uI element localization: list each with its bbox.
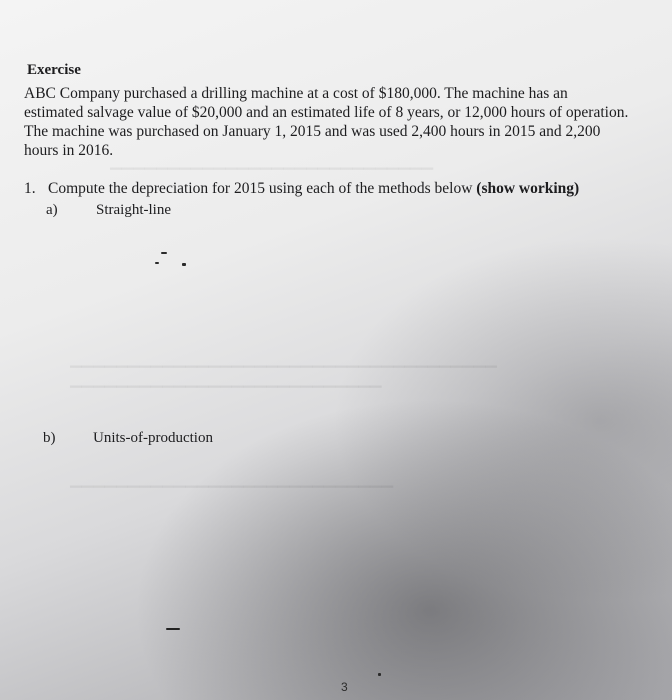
bleed-through-text: ▁▁▁▁▁▁▁▁▁▁▁▁▁▁▁▁▁▁▁▁▁▁▁▁▁▁▁▁ [110, 154, 433, 170]
pen-mark [182, 263, 186, 266]
question-emphasis: (show working) [476, 180, 580, 197]
intro-line: estimated salvage value of $20,000 and an estimated life of 8 years, or 12,000 hours of operation. [24, 104, 629, 121]
intro-line: The machine was purchased on January 1, 2015 and was used 2,400 hours in 2015 and 2,200 [24, 123, 601, 140]
question-1 [24, 180, 579, 198]
pen-mark [166, 628, 180, 630]
sub-question-label: a) [46, 202, 58, 218]
sub-question-text: Units-of-production [93, 430, 213, 446]
sub-question-b [43, 430, 213, 447]
question-number: 1. [24, 180, 36, 197]
pen-mark [155, 262, 159, 264]
sub-question-a [46, 202, 171, 219]
question-text: Compute the depreciation for 2015 using each of the methods below [48, 180, 477, 197]
pen-mark [161, 252, 167, 254]
sub-question-label: b) [43, 430, 56, 446]
bleed-through-text: ▁▁▁▁▁▁▁▁▁▁▁▁▁▁▁▁▁▁▁▁▁▁▁▁▁▁▁▁ [70, 472, 393, 488]
bleed-through-text: ▁▁▁▁▁▁▁▁▁▁▁▁▁▁▁▁▁▁▁▁▁▁▁▁▁▁▁▁▁▁▁▁▁▁▁▁▁ [70, 352, 497, 368]
sub-question-text: Straight-line [96, 202, 171, 218]
bleed-through-text: ▁▁▁▁▁▁▁▁▁▁▁▁▁▁▁▁▁▁▁▁▁▁▁▁▁▁▁ [70, 372, 382, 388]
pen-mark [378, 673, 381, 676]
page-number: 3 [341, 680, 348, 694]
intro-line: hours in 2016. [24, 142, 114, 159]
intro-line: ABC Company purchased a drilling machine at a cost of $180,000. The machine has an [24, 85, 568, 102]
exercise-intro [24, 84, 666, 160]
exercise-heading: Exercise [27, 62, 81, 78]
